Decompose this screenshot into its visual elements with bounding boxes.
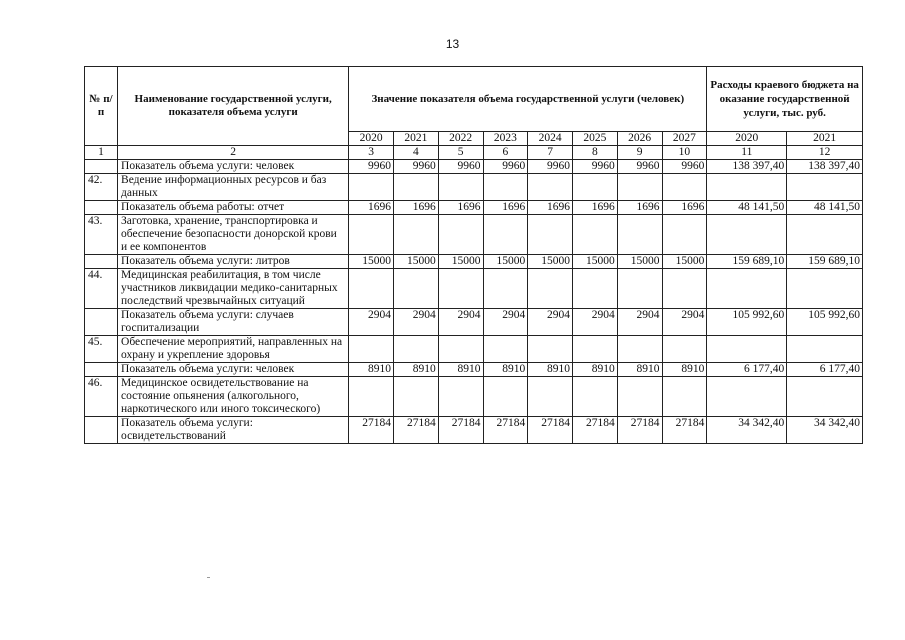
row-value-cell: 1696 bbox=[573, 201, 618, 215]
row-number bbox=[85, 255, 118, 269]
row-value-cell bbox=[573, 269, 618, 309]
row-value-cell bbox=[528, 215, 573, 255]
row-value-cell: 8910 bbox=[394, 363, 439, 377]
header-values: Значение показателя объема государственной услуги (человек) bbox=[349, 67, 707, 132]
row-value-cell bbox=[438, 174, 483, 201]
row-value-cell bbox=[349, 174, 394, 201]
row-number: 46. bbox=[85, 377, 118, 417]
table-row bbox=[85, 174, 863, 201]
row-value-cell bbox=[573, 377, 618, 417]
row-value-cell bbox=[483, 336, 528, 363]
row-budget-cell: 6 177,40 bbox=[707, 363, 787, 377]
row-number: 45. bbox=[85, 336, 118, 363]
row-budget-cell bbox=[707, 269, 787, 309]
row-value-cell: 8910 bbox=[438, 363, 483, 377]
row-value-cell: 1696 bbox=[662, 201, 707, 215]
row-value-cell: 15000 bbox=[573, 255, 618, 269]
column-index-cell: 1 bbox=[85, 146, 118, 160]
table-row bbox=[85, 377, 863, 417]
row-name: Заготовка, хранение, транспортировка и обеспечение безопасности донорской крови и ее компонентов bbox=[118, 215, 349, 255]
row-budget-cell: 105 992,60 bbox=[707, 309, 787, 336]
row-value-cell: 9960 bbox=[394, 160, 439, 174]
row-value-cell: 2904 bbox=[349, 309, 394, 336]
row-value-cell: 15000 bbox=[617, 255, 662, 269]
row-name: Ведение информационных ресурсов и баз данных bbox=[118, 174, 349, 201]
row-number bbox=[85, 160, 118, 174]
row-budget-cell bbox=[787, 336, 863, 363]
row-name: Показатель объема услуги: литров bbox=[118, 255, 349, 269]
row-value-cell: 9960 bbox=[662, 160, 707, 174]
row-value-cell: 2904 bbox=[573, 309, 618, 336]
row-value-cell: 2904 bbox=[662, 309, 707, 336]
row-value-cell bbox=[394, 336, 439, 363]
row-number: 44. bbox=[85, 269, 118, 309]
row-value-cell: 9960 bbox=[617, 160, 662, 174]
row-value-cell bbox=[573, 215, 618, 255]
row-budget-cell: 34 342,40 bbox=[787, 417, 863, 444]
row-value-cell: 15000 bbox=[349, 255, 394, 269]
row-name: Медицинское освидетельствование на состояние опьянения (алкогольного, наркотического или иного токсического) bbox=[118, 377, 349, 417]
row-value-cell bbox=[483, 174, 528, 201]
row-budget-cell bbox=[787, 174, 863, 201]
row-value-cell: 27184 bbox=[662, 417, 707, 444]
row-value-cell: 9960 bbox=[349, 160, 394, 174]
row-value-cell bbox=[438, 269, 483, 309]
column-index-cell: 9 bbox=[617, 146, 662, 160]
column-index-cell: 10 bbox=[662, 146, 707, 160]
row-value-cell: 27184 bbox=[483, 417, 528, 444]
table-row bbox=[85, 201, 863, 215]
header-value-year: 2026 bbox=[617, 132, 662, 146]
row-budget-cell bbox=[787, 269, 863, 309]
page-number: 13 bbox=[445, 37, 460, 51]
row-budget-cell: 48 141,50 bbox=[707, 201, 787, 215]
header-value-year: 2023 bbox=[483, 132, 528, 146]
row-value-cell bbox=[483, 269, 528, 309]
header-budget-year: 2020 bbox=[707, 132, 787, 146]
row-value-cell bbox=[483, 215, 528, 255]
row-budget-cell bbox=[707, 336, 787, 363]
row-number: 43. bbox=[85, 215, 118, 255]
row-value-cell bbox=[617, 336, 662, 363]
row-budget-cell: 6 177,40 bbox=[787, 363, 863, 377]
header-service-name: Наименование государственной услуги, показателя объема услуги bbox=[118, 67, 349, 146]
row-value-cell bbox=[394, 174, 439, 201]
row-value-cell: 15000 bbox=[483, 255, 528, 269]
row-value-cell: 9960 bbox=[483, 160, 528, 174]
row-value-cell bbox=[349, 269, 394, 309]
header-budget: Расходы краевого бюджета на оказание государственной услуги, тыс. руб. bbox=[707, 67, 863, 132]
row-value-cell bbox=[483, 377, 528, 417]
row-value-cell: 27184 bbox=[349, 417, 394, 444]
table-row bbox=[85, 336, 863, 363]
row-name: Показатель объема услуги: случаев госпитализации bbox=[118, 309, 349, 336]
row-value-cell: 8910 bbox=[662, 363, 707, 377]
row-value-cell bbox=[349, 377, 394, 417]
scan-speck bbox=[207, 577, 210, 578]
row-value-cell: 2904 bbox=[394, 309, 439, 336]
row-value-cell: 2904 bbox=[528, 309, 573, 336]
row-value-cell bbox=[438, 377, 483, 417]
table-row bbox=[85, 363, 863, 377]
row-budget-cell: 34 342,40 bbox=[707, 417, 787, 444]
row-value-cell: 2904 bbox=[617, 309, 662, 336]
row-budget-cell bbox=[787, 215, 863, 255]
row-value-cell bbox=[617, 377, 662, 417]
row-budget-cell bbox=[707, 377, 787, 417]
row-value-cell: 15000 bbox=[662, 255, 707, 269]
row-value-cell bbox=[662, 377, 707, 417]
header-value-year: 2027 bbox=[662, 132, 707, 146]
row-value-cell: 27184 bbox=[438, 417, 483, 444]
column-index-cell: 5 bbox=[438, 146, 483, 160]
column-index-cell: 4 bbox=[394, 146, 439, 160]
row-value-cell: 8910 bbox=[483, 363, 528, 377]
row-value-cell bbox=[394, 269, 439, 309]
row-value-cell: 1696 bbox=[483, 201, 528, 215]
row-budget-cell: 159 689,10 bbox=[787, 255, 863, 269]
row-value-cell bbox=[394, 377, 439, 417]
row-value-cell bbox=[438, 215, 483, 255]
row-value-cell bbox=[573, 336, 618, 363]
row-value-cell bbox=[617, 174, 662, 201]
header-value-year: 2024 bbox=[528, 132, 573, 146]
row-value-cell bbox=[662, 215, 707, 255]
row-value-cell bbox=[528, 174, 573, 201]
row-value-cell: 9960 bbox=[528, 160, 573, 174]
table-row bbox=[85, 417, 863, 444]
row-budget-cell bbox=[787, 377, 863, 417]
header-value-year: 2021 bbox=[394, 132, 439, 146]
row-value-cell: 27184 bbox=[528, 417, 573, 444]
row-value-cell: 27184 bbox=[394, 417, 439, 444]
row-name: Показатель объема услуги: освидетельствований bbox=[118, 417, 349, 444]
row-value-cell: 15000 bbox=[394, 255, 439, 269]
column-index-cell: 6 bbox=[483, 146, 528, 160]
table-row bbox=[85, 255, 863, 269]
row-value-cell: 1696 bbox=[617, 201, 662, 215]
header-value-year: 2020 bbox=[349, 132, 394, 146]
row-budget-cell: 159 689,10 bbox=[707, 255, 787, 269]
row-value-cell bbox=[662, 336, 707, 363]
row-number bbox=[85, 201, 118, 215]
row-value-cell: 1696 bbox=[528, 201, 573, 215]
row-number: 42. bbox=[85, 174, 118, 201]
row-name: Медицинская реабилитация, в том числе участников ликвидации медико-санитарных последствий чрезвычайных ситуаций bbox=[118, 269, 349, 309]
row-budget-cell: 138 397,40 bbox=[707, 160, 787, 174]
column-index-cell: 2 bbox=[118, 146, 349, 160]
row-value-cell: 15000 bbox=[438, 255, 483, 269]
row-value-cell bbox=[662, 269, 707, 309]
row-value-cell bbox=[617, 215, 662, 255]
row-value-cell: 1696 bbox=[438, 201, 483, 215]
row-budget-cell: 105 992,60 bbox=[787, 309, 863, 336]
table-row bbox=[85, 160, 863, 174]
row-value-cell: 27184 bbox=[617, 417, 662, 444]
row-value-cell: 27184 bbox=[573, 417, 618, 444]
row-value-cell bbox=[617, 269, 662, 309]
column-index-cell: 7 bbox=[528, 146, 573, 160]
row-value-cell bbox=[349, 215, 394, 255]
row-value-cell bbox=[528, 336, 573, 363]
row-budget-cell bbox=[707, 215, 787, 255]
row-value-cell bbox=[394, 215, 439, 255]
row-value-cell bbox=[528, 377, 573, 417]
row-name: Обеспечение мероприятий, направленных на охрану и укрепление здоровья bbox=[118, 336, 349, 363]
row-name: Показатель объема работы: отчет bbox=[118, 201, 349, 215]
row-value-cell: 15000 bbox=[528, 255, 573, 269]
row-value-cell bbox=[573, 174, 618, 201]
row-value-cell: 1696 bbox=[349, 201, 394, 215]
table-row bbox=[85, 215, 863, 255]
row-value-cell: 8910 bbox=[573, 363, 618, 377]
row-value-cell: 8910 bbox=[617, 363, 662, 377]
row-value-cell: 9960 bbox=[438, 160, 483, 174]
header-budget-year: 2021 bbox=[787, 132, 863, 146]
row-value-cell: 9960 bbox=[573, 160, 618, 174]
column-index-cell: 3 bbox=[349, 146, 394, 160]
row-number bbox=[85, 363, 118, 377]
row-value-cell bbox=[528, 269, 573, 309]
row-number bbox=[85, 417, 118, 444]
row-value-cell: 8910 bbox=[349, 363, 394, 377]
row-value-cell bbox=[438, 336, 483, 363]
row-budget-cell: 48 141,50 bbox=[787, 201, 863, 215]
row-value-cell: 8910 bbox=[528, 363, 573, 377]
header-value-year: 2025 bbox=[573, 132, 618, 146]
column-index-cell: 12 bbox=[787, 146, 863, 160]
row-budget-cell: 138 397,40 bbox=[787, 160, 863, 174]
column-index-cell: 8 bbox=[573, 146, 618, 160]
row-name: Показатель объема услуги: человек bbox=[118, 363, 349, 377]
row-name: Показатель объема услуги: человек bbox=[118, 160, 349, 174]
row-number bbox=[85, 309, 118, 336]
column-index-cell: 11 bbox=[707, 146, 787, 160]
row-value-cell: 2904 bbox=[483, 309, 528, 336]
header-num: № п/п bbox=[85, 67, 118, 146]
row-value-cell bbox=[349, 336, 394, 363]
row-budget-cell bbox=[707, 174, 787, 201]
row-value-cell bbox=[662, 174, 707, 201]
table-row bbox=[85, 309, 863, 336]
row-value-cell: 2904 bbox=[438, 309, 483, 336]
table-row bbox=[85, 269, 863, 309]
row-value-cell: 1696 bbox=[394, 201, 439, 215]
header-value-year: 2022 bbox=[438, 132, 483, 146]
services-table bbox=[84, 66, 863, 444]
